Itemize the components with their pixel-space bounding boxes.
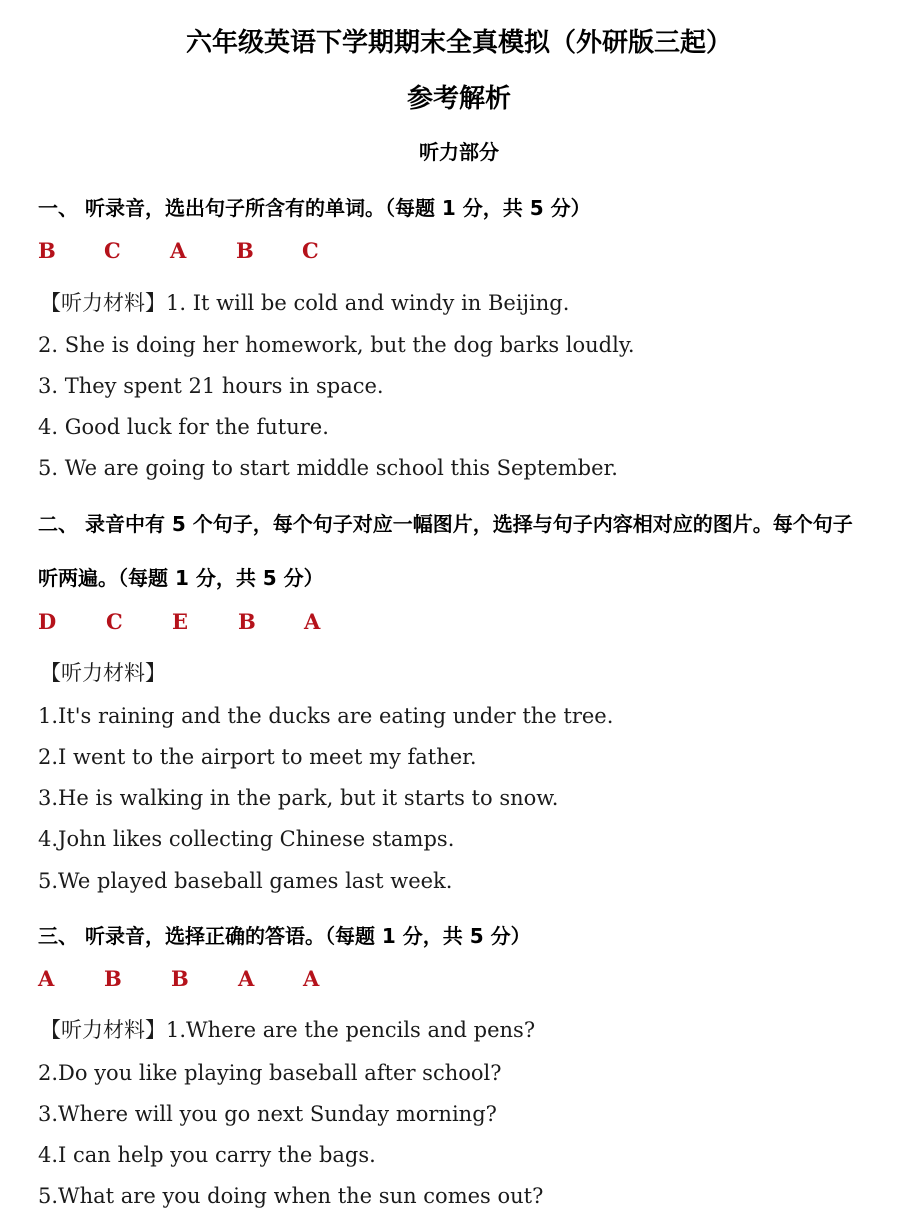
answer-2: B: [104, 966, 122, 991]
section-2-heading-cont: 听两遍。（每题 1 分，共 5 分）: [38, 566, 324, 590]
answer-2: C: [104, 238, 121, 263]
material-sentence: 3. They spent 21 hours in space.: [38, 374, 384, 398]
section-3-heading: 三、 听录音，选择正确的答语。（每题 1 分，共 5 分）: [38, 924, 531, 948]
material-sentence: 5.We played baseball games last week.: [38, 869, 453, 893]
material-label: 【听力材料】: [40, 291, 166, 315]
answer-1: D: [38, 609, 57, 634]
answer-5: A: [304, 609, 321, 634]
answer-5: C: [302, 238, 319, 263]
material-sentence: 4.John likes collecting Chinese stamps.: [38, 827, 455, 851]
answer-4: A: [238, 966, 255, 991]
material-sentence: 4.I can help you carry the bags.: [38, 1143, 376, 1167]
material-sentence: 4. Good luck for the future.: [38, 415, 329, 439]
document-subtitle: 参考解析: [406, 84, 511, 114]
answer-4: B: [236, 238, 254, 263]
material-label: 【听力材料】: [40, 1018, 166, 1042]
material-line: [40, 1014, 535, 1044]
material-line: [40, 287, 569, 317]
answer-3: B: [171, 966, 189, 991]
part-label: 听力部分: [419, 140, 499, 164]
material-sentence: 1.It's raining and the ducks are eating under the tree.: [38, 704, 614, 728]
document-title: 六年级英语下学期期末全真模拟（外研版三起）: [185, 28, 732, 58]
answer-2: C: [106, 609, 123, 634]
material-sentence: 2. She is doing her homework, but the dog barks loudly.: [38, 333, 635, 357]
material-sentence: 5. We are going to start middle school this September.: [38, 456, 618, 480]
material-sentence: 2.I went to the airport to meet my father.: [38, 745, 477, 769]
answer-4: B: [238, 609, 256, 634]
material-sentence: 1. It will be cold and windy in Beijing.: [166, 291, 570, 315]
material-sentence: 3.Where will you go next Sunday morning?: [38, 1102, 497, 1126]
material-sentence: 3.He is walking in the park, but it starts to snow.: [38, 786, 559, 810]
material-sentence: 5.What are you doing when the sun comes out?: [38, 1184, 544, 1208]
answer-5: A: [303, 966, 320, 991]
section-2-heading: 二、 录音中有 5 个句子，每个句子对应一幅图片，选择与句子内容相对应的图片。每个句子: [38, 512, 853, 536]
material-label: 【听力材料】: [40, 661, 166, 685]
answer-1: B: [38, 238, 56, 263]
answer-1: A: [38, 966, 55, 991]
material-sentence: 1.Where are the pencils and pens?: [166, 1018, 536, 1042]
material-sentence: 2.Do you like playing baseball after school?: [38, 1061, 502, 1085]
answer-3: E: [172, 609, 189, 634]
section-1-heading: 一、 听录音，选出句子所含有的单词。（每题 1 分，共 5 分）: [38, 196, 591, 220]
answer-3: A: [170, 238, 187, 263]
